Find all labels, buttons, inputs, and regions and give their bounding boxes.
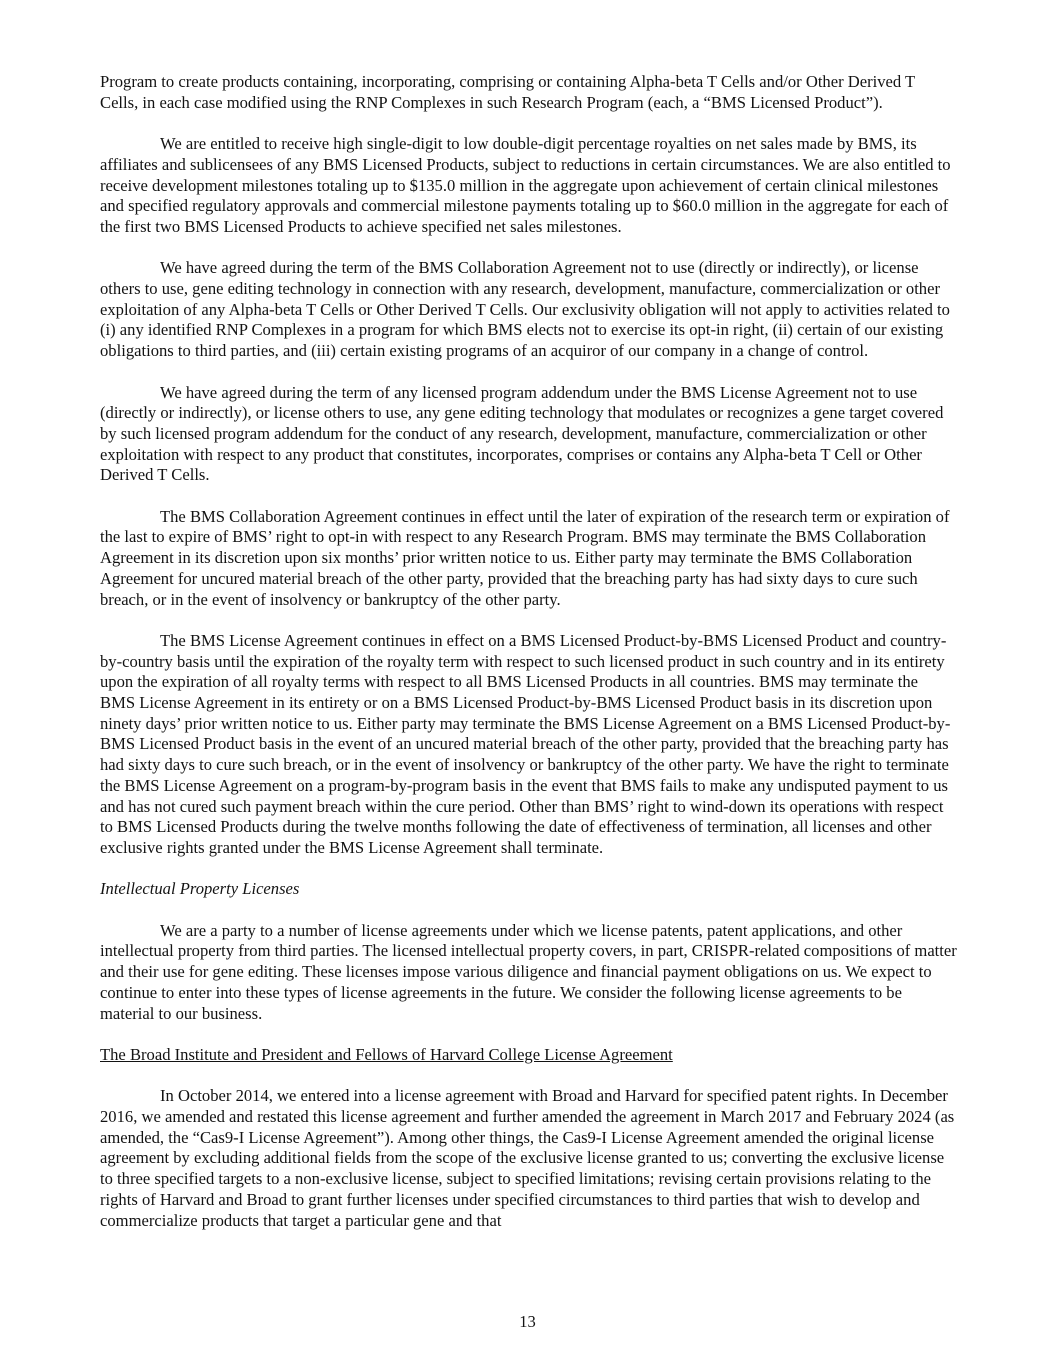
section-heading-intellectual-property-licenses: Intellectual Property Licenses (100, 879, 300, 899)
paragraph-ip-licenses-intro: We are a party to a number of license agreements under which we license patents, patent applications, and other intellectual property from third parties. The licensed intellectual property covers, in part, CRISPR-related compositions of matter and their use for gene editing. These licenses impose various diligence and financial payment obligations on us. We expect to continue to enter into these types of license agreements in the future. We consider the following license agreements to be material to our business. (100, 920, 957, 1023)
paragraph-bms-licensed-product-definition: Program to create products containing, incorporating, comprising or containing Alpha-beta T Cells and/or Other Derived T Cells, in each case modified using the RNP Complexes in such Research Program (each, a “BMS Licensed Product”). (100, 72, 915, 112)
paragraph-collaboration-exclusivity: We have agreed during the term of the BMS Collaboration Agreement not to use (directly or indirectly), or license others to use, gene editing technology in connection with any research, development, manufacture, commercialization or other exploitation of any Alpha-beta T Cells or Other Derived T Cells. Our exclusivity obligation will not apply to activities related to (i) any identified RNP Complexes in a program for which BMS elects not to exercise its opt-in right, (ii) certain of our existing obligations to third parties, and (iii) certain existing programs of an acquiror of our company in a change of control. (100, 258, 950, 361)
paragraph-royalties-milestones: We are entitled to receive high single-digit to low double-digit percentage royalties on net sales made by BMS, its affiliates and sublicensees of any BMS Licensed Products, subject to reductions in certain circumstances. We are also entitled to receive development milestones totaling up to $135.0 million in the aggregate upon achievement of certain clinical milestones and specified regulatory approvals and commercial milestone payments totaling up to $60.0 million in the aggregate for each of the first two BMS Licensed Products to achieve specified net sales milestones. (100, 134, 951, 236)
paragraph-license-termination: The BMS License Agreement continues in effect on a BMS Licensed Product-by-BMS Licensed Product and country-by-country basis until the expiration of the royalty term with respect to such licensed product in such country and in its entirety upon the expiration of all royalty terms with respect to all BMS Licensed Products in all countries. BMS may terminate the BMS License Agreement in its entirety or on a BMS Licensed Product-by-BMS Licensed Product basis in its discretion upon ninety days’ prior written notice to us. Either party may terminate the BMS License Agreement on a BMS Licensed Product-by-BMS Licensed Product basis in the event of an uncured material breach of the other party, provided that the breaching party has had sixty days to cure such breach, or in the event of insolvency or bankruptcy of the other party. We have the right to terminate the BMS License Agreement on a program-by-program basis in the event that BMS fails to make any undisputed payment to us and has not cured such payment breach within the cure period. Other than BMS’ right to wind-down its operations with respect to BMS Licensed Products during the twelve months following the date of effectiveness of termination, all licenses and other exclusive rights granted under the BMS License Agreement shall terminate. (100, 630, 951, 857)
paragraph-license-exclusivity: We have agreed during the term of any licensed program addendum under the BMS License Agreement not to use (directly or indirectly), or license others to use, any gene editing technology that modulates or recognizes a gene target covered by such licensed program addendum for the conduct of any research, development, manufacture, commercialization or other exploitation with respect to any product that constitutes, incorporates, comprises or contains any Alpha-beta T Cell or Other Derived T Cells. (100, 382, 944, 485)
page-number: 13 (519, 1312, 536, 1331)
section-heading-broad-harvard-license-agreement: The Broad Institute and President and Fellows of Harvard College License Agreement (100, 1044, 673, 1064)
paragraph-collaboration-termination: The BMS Collaboration Agreement continues in effect until the later of expiration of the research term or expiration of the last to expire of BMS’ right to opt-in with respect to any Research Program. BMS may terminate the BMS Collaboration Agreement in its discretion upon six months’ prior written notice to us. Either party may terminate the BMS Collaboration Agreement for uncured material breach of the other party, provided that the breaching party has had sixty days to cure such breach, or in the event of insolvency or bankruptcy of the other party. (100, 506, 950, 609)
paragraph-broad-harvard-history: In October 2014, we entered into a license agreement with Broad and Harvard for specified patent rights. In December 2016, we amended and restated this license agreement and further amended the agreement in March 2017 and February 2024 (as amended, the “Cas9-I License Agreement”). Among other things, the Cas9-I License Agreement amended the original license agreement by excluding additional fields from the scope of the exclusive license granted to us; converting the exclusive license to three specified targets to a non-exclusive license, subject to specified limitations; revising certain provisions relating to the rights of Harvard and Broad to grant further licenses under specified circumstances to third parties that wish to develop and commercialize products that target a particular gene and that (100, 1086, 955, 1230)
